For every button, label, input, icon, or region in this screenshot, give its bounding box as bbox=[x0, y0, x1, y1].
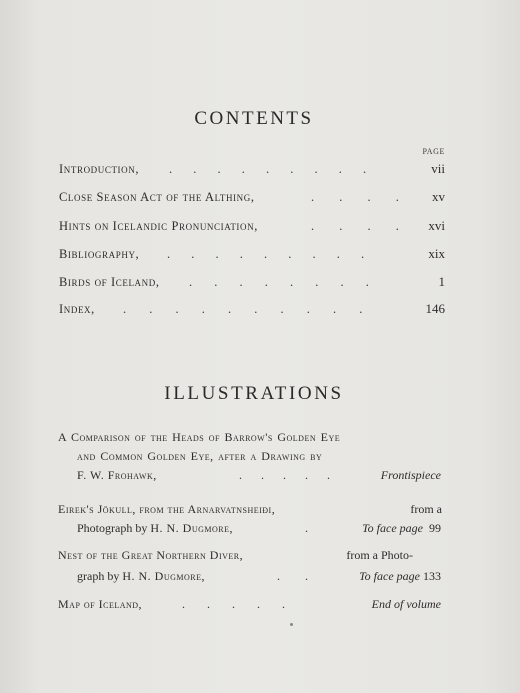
toc-entry-label: Introduction, bbox=[59, 162, 140, 176]
toc-entry-page: 146 bbox=[425, 301, 445, 316]
toc-entry bbox=[59, 244, 445, 264]
toc-entry-page: 1 bbox=[438, 274, 445, 289]
toc-leader-dots: . . . . . . . . bbox=[189, 275, 369, 289]
toc-entry-page: xvi bbox=[428, 218, 445, 233]
illustration-credit-line bbox=[77, 466, 441, 484]
illustration-location: To face page 133 bbox=[359, 569, 441, 583]
contents-heading: CONTENTS bbox=[194, 108, 314, 129]
toc-entry-page: xv bbox=[432, 189, 445, 204]
illustration-leader-dots: . . bbox=[277, 569, 308, 583]
paper-speck bbox=[290, 623, 293, 626]
toc-entry bbox=[59, 187, 445, 207]
illustration-leader-dots: . . . . . bbox=[182, 597, 285, 611]
toc-entry-label: Birds of Iceland, bbox=[59, 275, 160, 289]
illustration-credit: H. N. Dugmore, bbox=[122, 569, 205, 583]
toc-entry bbox=[59, 159, 445, 179]
toc-entry bbox=[59, 272, 445, 292]
toc-entry-label: Bibliography, bbox=[59, 247, 140, 261]
toc-entry-label: Close Season Act of the Althing, bbox=[59, 190, 255, 204]
toc-leader-dots: . . . . . . . . . bbox=[167, 247, 365, 261]
illustration-location: End of volume bbox=[371, 597, 441, 611]
illustration-location: Frontispiece bbox=[380, 468, 441, 482]
illustration-caption-line: and Common Golden Eye, after a Drawing by bbox=[77, 449, 323, 463]
toc-entry-page: xix bbox=[428, 246, 445, 261]
toc-leader-dots: . . . . . . . . . . bbox=[123, 302, 363, 316]
illustration-title-line: Eirek's Jökull, from the Arnarvatnsheiði, from a bbox=[58, 502, 442, 516]
toc-leader-dots: . . . . bbox=[311, 219, 399, 233]
illustrations-heading: ILLUSTRATIONS bbox=[164, 383, 344, 404]
toc-entry bbox=[59, 216, 445, 236]
toc-leader-dots: . . . . bbox=[311, 190, 399, 204]
toc-entry-label: Hints on Icelandic Pronunciation, bbox=[59, 219, 258, 233]
illustration-credit-line: Photograph by H. N. Dugmore, . To face page 99 bbox=[77, 521, 441, 535]
toc-entry-page: vii bbox=[431, 161, 445, 176]
illustration-credit: H. N. Dugmore, bbox=[150, 521, 234, 535]
illustration-credit: F. W. Frohawk, bbox=[77, 468, 157, 482]
illustration-leader-dots: . . . . . bbox=[239, 468, 330, 482]
illustration-leader-dots: . bbox=[305, 521, 308, 535]
illustration-title-line: Nest of the Great Northern Diver, from a Photo- bbox=[58, 548, 413, 562]
illustration-title-line: Map of Iceland, . . . . . End of volume bbox=[58, 597, 441, 611]
illustration-credit-line: graph by H. N. Dugmore, . . To face page 133 bbox=[77, 569, 441, 583]
toc-entry-label: Index, bbox=[59, 302, 95, 316]
toc-leader-dots: . . . . . . . . . bbox=[169, 162, 367, 176]
page-column-header: PAGE bbox=[422, 147, 445, 156]
illustration-location: To face page 99 bbox=[362, 521, 441, 535]
illustration-title-line: A Comparison of the Heads of Barrow's Golden Eye bbox=[58, 430, 341, 444]
toc-entry bbox=[59, 299, 445, 319]
